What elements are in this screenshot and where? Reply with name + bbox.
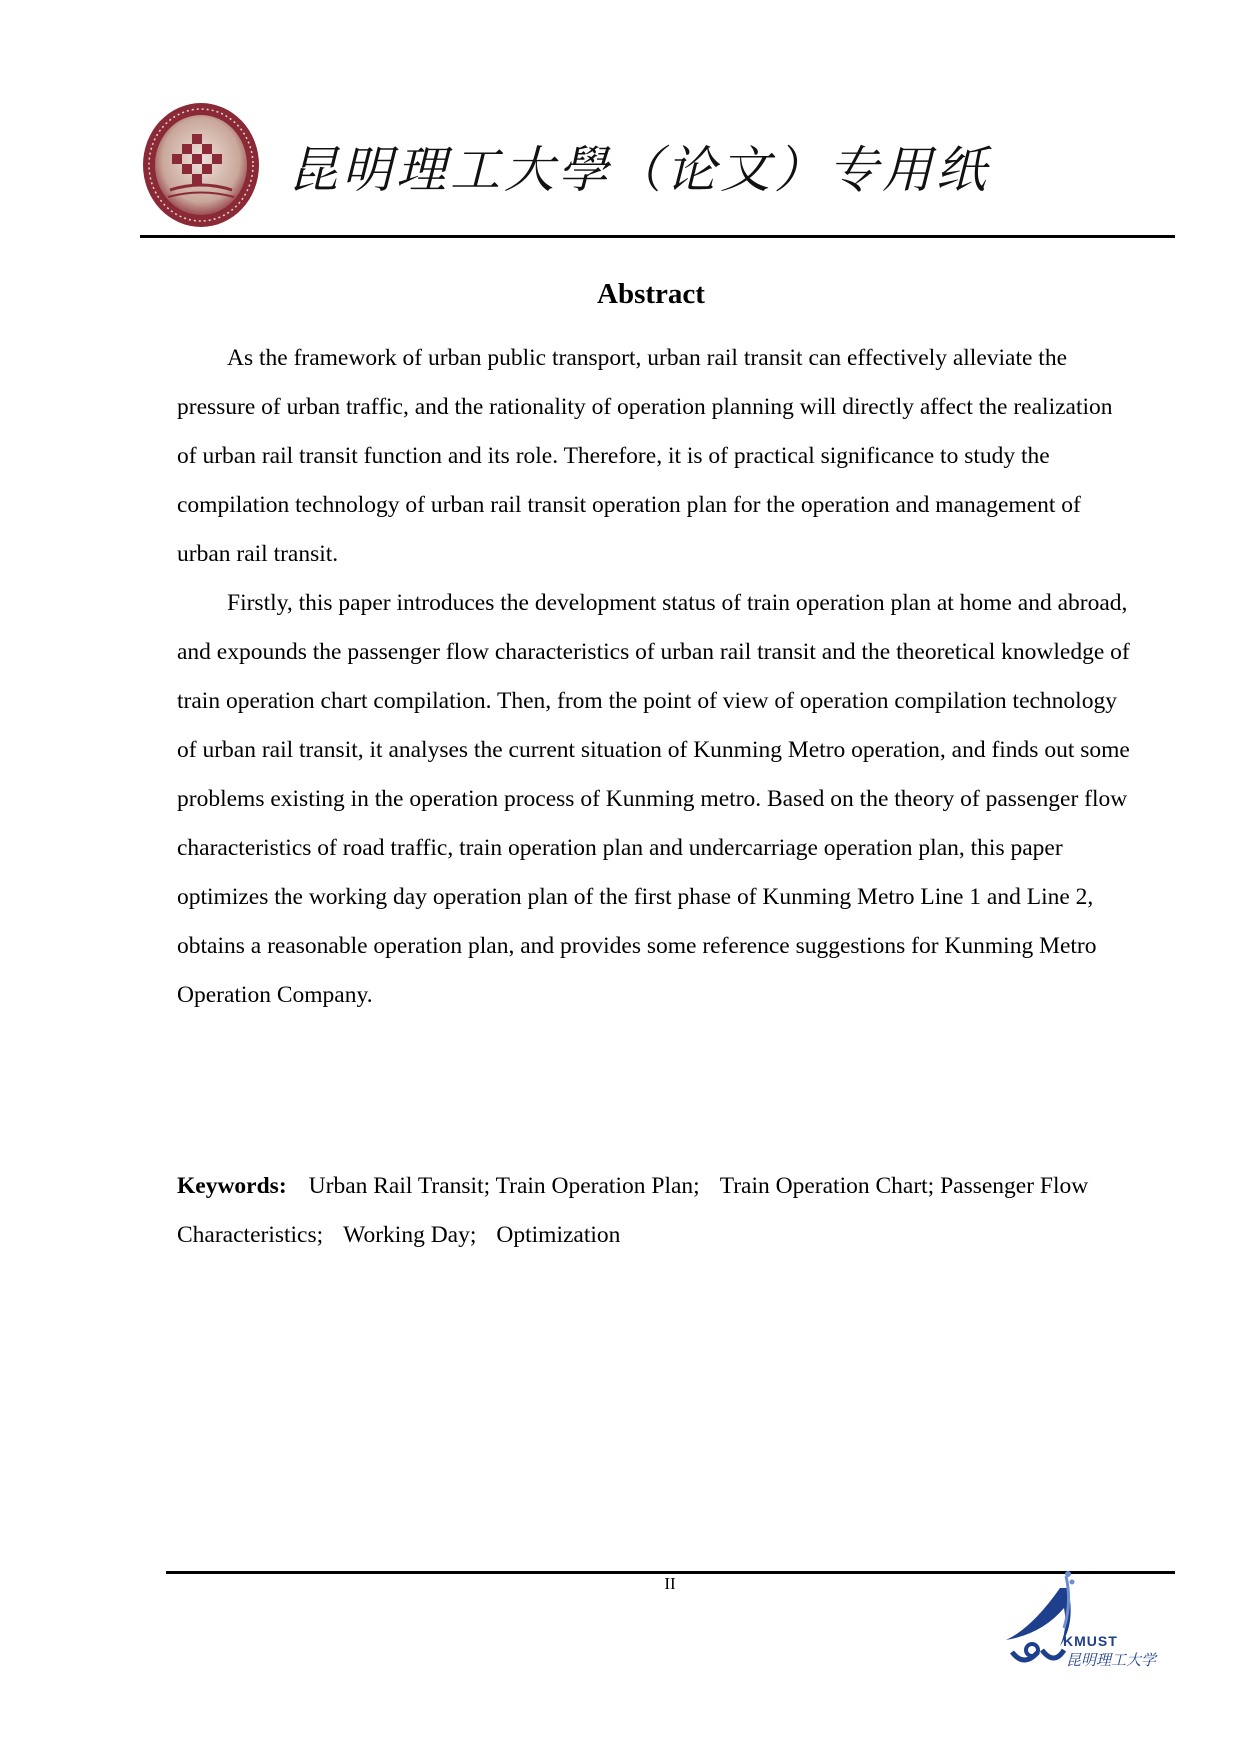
abstract-paragraph: Firstly, this paper introduces the development status of train operation plan at home and abroad, and expounds the passenger flow characteristics of urban rail transit and the theoretical knowledge of train operation chart compilation. Then, from the point of view of operation compilation technology of urban rail transit, it analyses the current situation of Kunming Metro operation, and finds out some problems existing in the operation process of Kunming metro. Based on the theory of passenger flow characteristics of road traffic, train operation plan and undercarriage operation plan, this paper optimizes the working day operation plan of the first phase of Kunming Metro Line 1 and Line 2, obtains a reasonable operation plan, and provides some reference suggestions for Kunming Metro Operation Company. [177, 590, 1130, 1008]
kmust-logo-chinese: 昆明理工大学 [1066, 1651, 1157, 1669]
page-number: II [664, 1574, 676, 1593]
header-divider [140, 235, 1175, 238]
abstract-body [177, 334, 1137, 1020]
keyword-item: Working Day; [343, 1222, 477, 1248]
header-title: 昆明理工大學（论文）专用纸 [288, 141, 990, 199]
abstract-heading: Abstract [597, 278, 705, 310]
keyword-item: Train Operation Chart; Passenger Flow Characteristics; [177, 1173, 1089, 1248]
keyword-item: Urban Rail Transit; Train Operation Plan; [308, 1173, 700, 1199]
kmust-logo-text: KMUST [1063, 1633, 1118, 1649]
abstract-paragraph: As the framework of urban public transport, urban rail transit can effectively alleviate the pressure of urban traffic, and the rationality of operation planning will directly affect the realization of urban rail transit function and its role. Therefore, it is of practical significance to study the compilation technology of urban rail transit operation plan for the operation and management of urban rail transit. [177, 345, 1113, 567]
keywords-label: Keywords: [177, 1173, 287, 1199]
keyword-item: Optimization [496, 1222, 621, 1248]
university-seal-logo [140, 100, 262, 230]
keywords-section [177, 1162, 1137, 1260]
